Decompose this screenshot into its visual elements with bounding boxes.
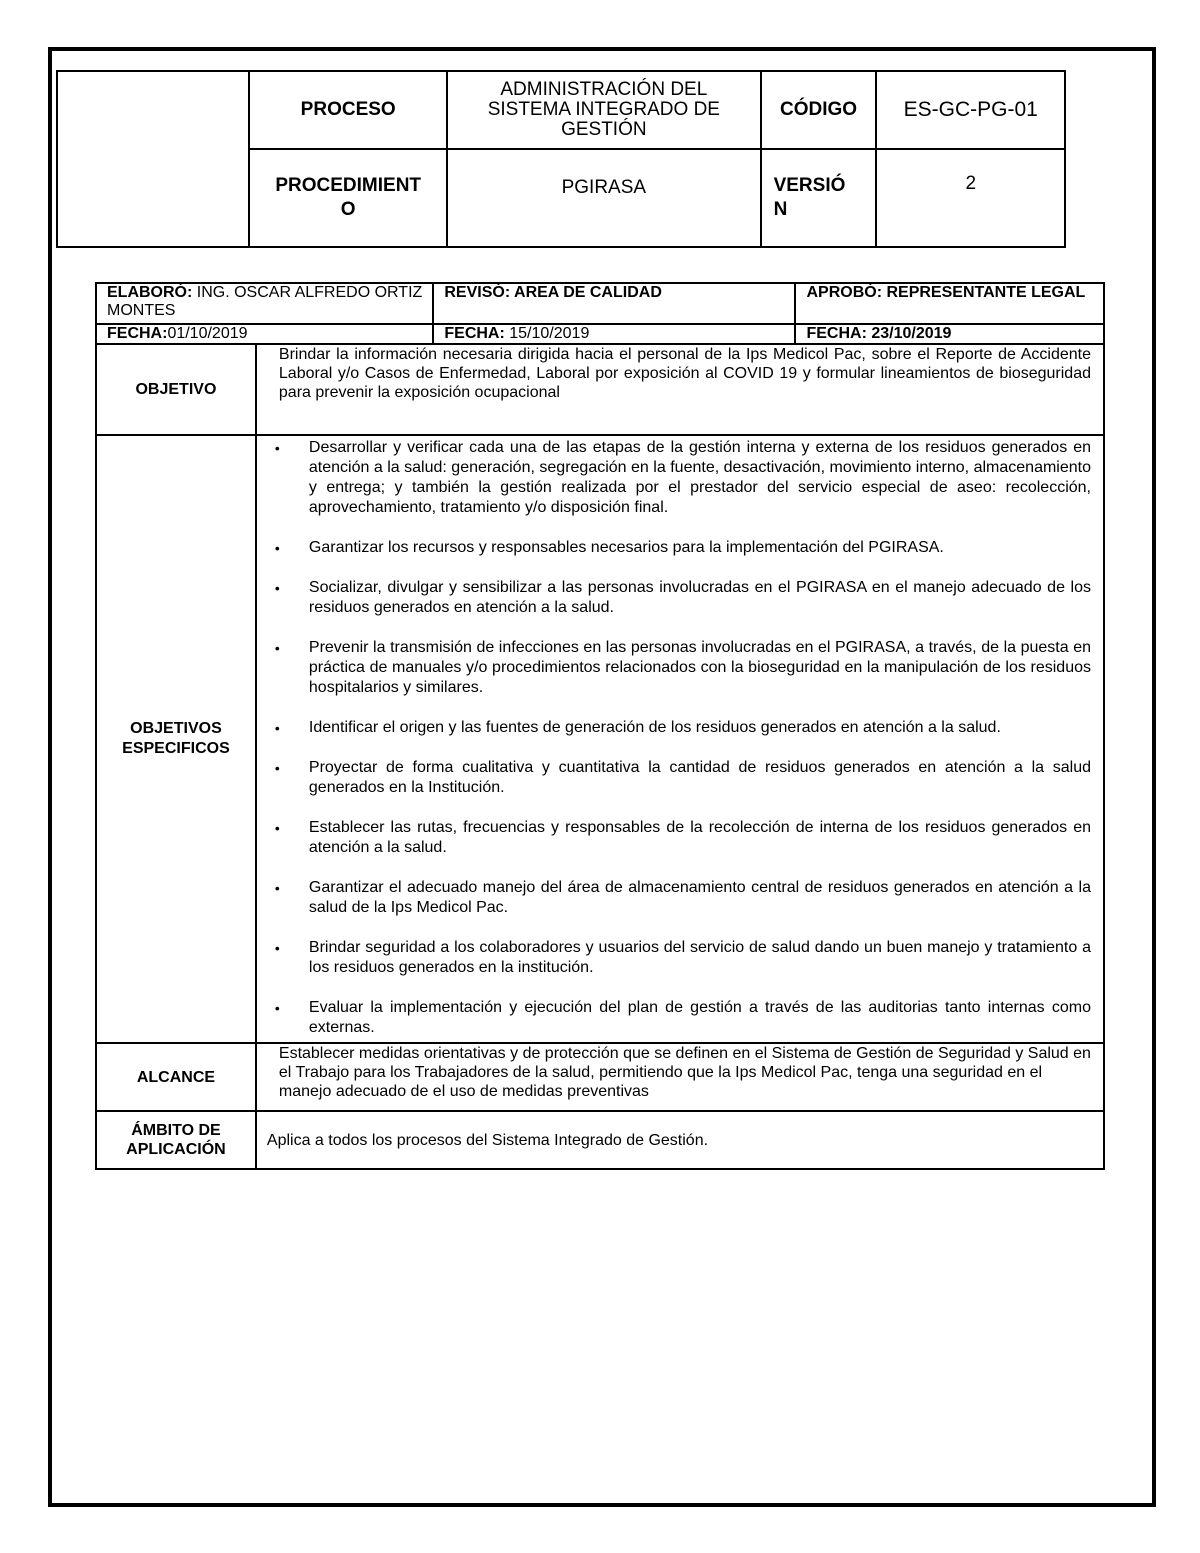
list-item-text: Establecer las rutas, frecuencias y responsables de la recolección de interna de los residuos generados en atención a la salud. (308, 819, 1091, 856)
procedimiento-label (249, 149, 447, 247)
procedimiento-label-line: O (340, 199, 356, 220)
ambito-label (96, 1111, 256, 1169)
fecha-reviso-label: FECHA: (444, 325, 505, 342)
proceso-value-line: ADMINISTRACIÓN DEL (500, 79, 708, 100)
ambito-text: Aplica a todos los procesos del Sistema Integrado de Gestión. (256, 1111, 1104, 1169)
objetivos-especificos-list (269, 438, 1091, 1038)
fecha-aprobo-cell: FECHA: 23/10/2019 (795, 324, 1104, 344)
fecha-elaboro-value: 01/10/2019 (167, 325, 248, 342)
objetivos-especificos-label-line: OBJETIVOS (130, 720, 222, 737)
list-item (269, 638, 1091, 698)
version-label-line: VERSIÓ (773, 175, 846, 196)
elaboro-cell (96, 283, 433, 324)
proceso-value-line: GESTIÓN (561, 119, 647, 140)
list-item (269, 878, 1091, 918)
ambito-label-line: ÁMBITO DE (131, 1122, 221, 1139)
list-item (269, 438, 1091, 518)
bullet-icon: • (274, 540, 280, 556)
reviso-cell: REVISÓ: AREA DE CALIDAD (433, 283, 795, 324)
bullet-icon: • (274, 820, 280, 836)
fecha-elaboro-cell (96, 324, 433, 344)
bullet-icon: • (274, 720, 280, 736)
bullet-icon: • (274, 1000, 280, 1016)
version-value: 2 (876, 149, 1065, 247)
procedimiento-value: PGIRASA (447, 149, 760, 247)
fecha-reviso-value: 15/10/2019 (504, 325, 590, 342)
list-item-text: Identificar el origen y las fuentes de generación de los residuos generados en atención a la salud. (308, 719, 1001, 736)
list-item-text: Prevenir la transmisión de infecciones en las personas involucradas en el PGIRASA, a través, de la puesta en práctica de manuales y/o procedimientos relacionados con la bioseguridad en la manipulación de los residuos hospitalarios y similares. (308, 639, 1091, 696)
codigo-value: ES-GC-PG-01 (876, 71, 1065, 149)
ambito-label-line: APLICACIÓN (126, 1141, 226, 1158)
list-item-text: Proyectar de forma cualitativa y cuantitativa la cantidad de residuos generados en atención a la salud generados en la Institución. (308, 759, 1091, 796)
list-item-text: Evaluar la implementación y ejecución del plan de gestión a través de las auditorias tanto internas como externas. (308, 999, 1091, 1036)
aprobo-cell: APROBÓ: REPRESENTANTE LEGAL (795, 283, 1104, 324)
codigo-label: CÓDIGO (761, 71, 877, 149)
alcance-label: ALCANCE (96, 1043, 256, 1111)
list-item-text: Desarrollar y verificar cada una de las etapas de la gestión interna y externa de los residuos generados en atención a la salud: generación, segregación en la fuente, desactivación, movimiento interno, almacenamiento y entrega; y también la gestión realizada por el prestador del servicio especial de aseo: recolección, aprovechamiento, tratamiento y/o disposición final. (308, 439, 1091, 516)
list-item (269, 718, 1091, 738)
objetivos-especificos-content (256, 435, 1104, 1043)
fecha-reviso-cell (433, 324, 795, 344)
list-item (269, 998, 1091, 1038)
objetivo-label: OBJETIVO (96, 344, 256, 435)
document-header-table (56, 70, 1066, 248)
bullet-icon: • (274, 640, 280, 656)
bullet-icon: • (274, 880, 280, 896)
bullet-icon: • (274, 940, 280, 956)
alcance-text: Establecer medidas orientativas y de protección que se definen en el Sistema de Gestión de Seguridad y Salud en el Trabajo para los Trabajadores de la salud, permitiendo que la Ips Medicol Pac, tenga una seguridad en el manejo adecuado de el uso de medidas preventivas (256, 1043, 1104, 1111)
list-item-text: Socializar, divulgar y sensibilizar a las personas involucradas en el PGIRASA en el manejo adecuado de los residuos generados en atención a la salud. (308, 579, 1091, 616)
list-item (269, 538, 1091, 558)
proceso-value (447, 71, 760, 149)
bullet-icon: • (274, 580, 280, 596)
bullet-icon: • (274, 440, 280, 456)
proceso-value-line: SISTEMA INTEGRADO DE (487, 99, 720, 120)
procedure-table (95, 282, 1105, 1170)
elaboro-value: ING. OSCAR ALFREDO ORTIZ MONTES (107, 284, 423, 319)
list-item (269, 758, 1091, 798)
objetivo-text: Brindar la información necesaria dirigida hacia el personal de la Ips Medicol Pac, sobre el Reporte de Accidente Laboral y/o Casos de Enfermedad, Laboral por exposición al COVID 19 y formular lineamientos de bioseguridad para prevenir la exposición ocupacional (256, 344, 1104, 435)
objetivos-especificos-label (96, 435, 256, 1043)
list-item-text: Garantizar el adecuado manejo del área de almacenamiento central de residuos generados en atención a la salud de la Ips Medicol Pac. (308, 879, 1091, 916)
proceso-label: PROCESO (249, 71, 447, 149)
procedimiento-label-line: PROCEDIMIENT (275, 175, 422, 196)
version-label (761, 149, 877, 247)
logo-cell (57, 71, 249, 247)
list-item (269, 818, 1091, 858)
elaboro-label: ELABORÓ: (107, 284, 193, 301)
bullet-icon: • (274, 760, 280, 776)
list-item (269, 578, 1091, 618)
objetivos-especificos-label-line: ESPECIFICOS (122, 740, 230, 757)
list-item (269, 938, 1091, 978)
version-label-line: N (773, 199, 788, 220)
list-item-text: Garantizar los recursos y responsables necesarios para la implementación del PGIRASA. (308, 539, 944, 556)
list-item-text: Brindar seguridad a los colaboradores y usuarios del servicio de salud dando un buen manejo y tratamiento a los residuos generados en la institución. (308, 939, 1091, 976)
fecha-elaboro-label: FECHA: (107, 325, 168, 342)
